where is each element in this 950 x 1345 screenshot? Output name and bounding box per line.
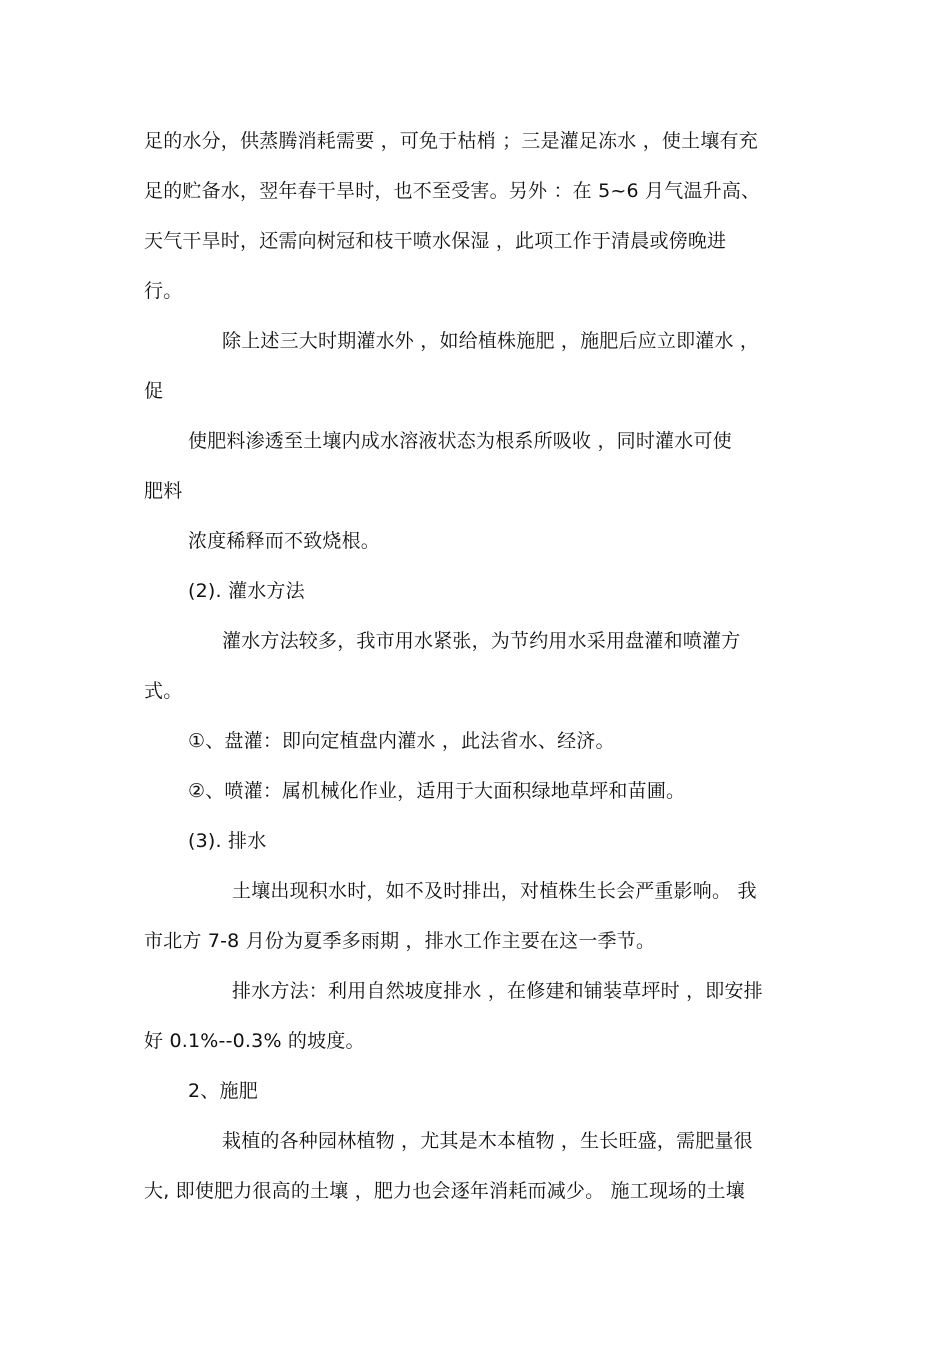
- section-heading: 2、施肥: [188, 1080, 258, 1102]
- paragraph-line: 天气干旱时，还需向树冠和枝干喷水保湿 ，此项工作于清晨或傍晚进: [144, 230, 727, 252]
- paragraph-line: 使肥料渗透至土壤内成水溶液状态为根系所吸收 ，同时灌水可使: [188, 430, 732, 452]
- paragraph-line: 栽植的各种园林植物 ，尤其是木本植物 ，生长旺盛，需肥量很: [222, 1130, 753, 1152]
- paragraph-line: 土壤出现积水时，如不及时排出，对植株生长会严重影响。 我: [232, 880, 757, 902]
- paragraph-line: 除上述三大时期灌水外 ，如给植株施肥 ，施肥后应立即灌水 ，: [222, 330, 760, 352]
- paragraph-line: 浓度稀释而不致烧根。: [188, 530, 381, 552]
- paragraph-line: 排水方法：利用自然坡度排水 ，在修建和铺装草坪时 ，即安排: [232, 980, 763, 1002]
- paragraph-line: 大, 即使肥力很高的土壤 ，肥力也会逐年消耗而减少。 施工现场的土壤: [144, 1180, 745, 1202]
- paragraph-line: 市北方 7-8 月份为夏季多雨期 ，排水工作主要在这一季节。: [144, 930, 656, 952]
- paragraph-line: 灌水方法较多，我市用水紧张，为节约用水采用盘灌和喷灌方: [222, 630, 741, 652]
- list-item: ②、喷灌：属机械化作业，适用于大面积绿地草坪和苗圃。: [188, 780, 686, 802]
- paragraph-line: 式。: [144, 680, 183, 702]
- paragraph-line: 足的水分，供蒸腾消耗需要 ，可免于枯梢 ；三是灌足冻水 ，使土壤有充: [144, 130, 758, 152]
- paragraph-line: 行。: [144, 280, 183, 302]
- paragraph-line: 足的贮备水，翌年春干旱时，也不至受害。另外 ：在 5~6 月气温升高、: [144, 180, 761, 202]
- list-item: ①、盘灌：即向定植盘内灌水 ，此法省水、经济。: [188, 730, 615, 752]
- section-heading: (3). 排水: [188, 830, 267, 852]
- section-heading: (2). 灌水方法: [188, 580, 305, 602]
- paragraph-line: 肥料: [144, 480, 183, 502]
- paragraph-line: 好 0.1%--0.3% 的坡度。: [144, 1030, 365, 1052]
- paragraph-line: 促: [144, 380, 164, 402]
